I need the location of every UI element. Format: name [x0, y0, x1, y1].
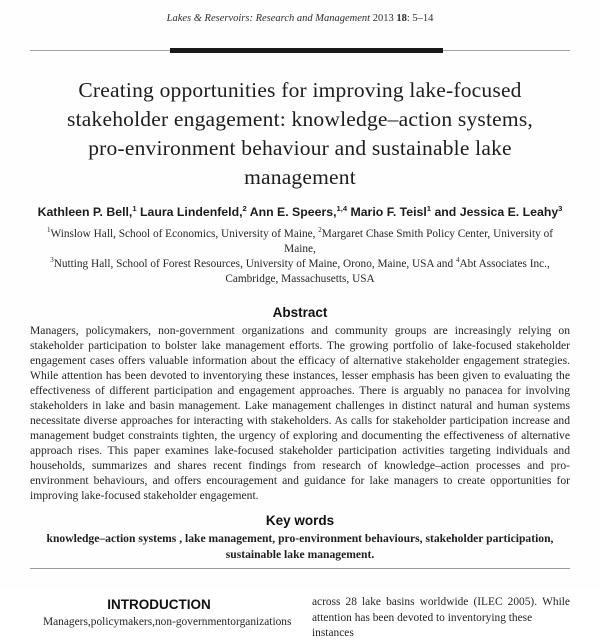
article-title-line-4: management [244, 165, 356, 189]
affiliation-text: Nutting Hall, School of Forest Resources, University of Maine, Orono, Maine, USA and [53, 258, 456, 270]
abstract-text: Managers, policymakers, non-government organizations and community groups are increasingly relying on stakeholder participation to bolster lake management efforts. The growing portfolio of lake-focused stakeholder engagement cases offers valuable information about the efficacy of alternative stakeholder engagement strategies. While attention has been devoted to inventorying these instances, lesser emphasis has been given to evaluating the effectiveness of different participation and engagement approaches. There is arguably no panacea for involving stakeholders in lake and basin management. Lake management challenges in distinct natural and human systems necessitate diverse approaches for interacting with stakeholders. As calls for stakeholder participation increase and management budget constraints tighten, the urgency of exploring and documenting the effectiveness of alternative approach rises. This paper examines lake-focused stakeholder participation activities targeting individuals and households, summarizes and shares recent findings from research of knowledge–action processes and pro-environment behaviours, and offers encouragement and guidance for lake managers to create opportunities for improving lake-focused stakeholder engagement. [30, 324, 570, 502]
author-name: and Jessica E. Leahy [431, 205, 559, 219]
right-column-word: across [312, 596, 341, 608]
affiliation-mark: 2 [318, 226, 322, 235]
author-affiliation-mark: 3 [558, 203, 563, 213]
author-affiliation-mark: 1 [426, 203, 432, 213]
keywords-line-1: knowledge–action systems , lake management, pro-environment behaviours, stakeholder participation, [46, 532, 554, 545]
journal-year: 2013 [370, 13, 397, 24]
affiliation-text: Cambridge, Massachusetts, USA [225, 273, 375, 285]
right-column-word: 28 [345, 596, 357, 608]
affiliation-line-3 [30, 272, 570, 287]
article-title-line-1: Creating opportunities for improving lake-focused [78, 78, 522, 102]
header-thick-bar [170, 48, 443, 53]
introduction-first-line [30, 615, 292, 631]
right-column-word: While [542, 596, 570, 608]
right-column-word: basins [386, 596, 415, 608]
introduction-word: non-government [154, 616, 231, 628]
introduction-word: Managers, [43, 616, 91, 628]
article-title [30, 76, 570, 192]
left-column [30, 595, 292, 642]
article-title-line-2: stakeholder engagement: knowledge–action systems, [67, 107, 533, 131]
keywords-heading: Key words [265, 513, 335, 528]
affiliation-line-2 [30, 257, 570, 272]
right-column-word: 2005). [507, 596, 538, 608]
affiliation-line-1 [30, 227, 570, 257]
authors-line [30, 205, 570, 220]
author-affiliation-mark: 1 [132, 203, 137, 213]
affiliation-text: Margaret Chase Smith Policy Center, University of Maine, [284, 228, 553, 255]
affiliation-mark: 3 [50, 256, 54, 265]
article-title-line-3: pro-environment behaviour and sustainable lake [88, 136, 512, 160]
section-divider [30, 568, 570, 569]
right-column-line-1 [312, 595, 570, 611]
introduction-word: policymakers, [90, 616, 155, 628]
introduction-heading: INTRODUCTION [107, 597, 211, 612]
author-name: Laura Lindenfeld, [136, 205, 243, 219]
journal-volume: 18 [396, 13, 407, 24]
affiliations [30, 227, 570, 287]
abstract-heading: Abstract [272, 305, 328, 320]
right-column-line-2: attention has been devoted to inventorying these instances [312, 611, 533, 639]
journal-pages: : 5–14 [406, 13, 434, 24]
right-column [312, 595, 570, 642]
keywords-line-2: sustainable lake management. [225, 547, 375, 561]
affiliation-mark: 1 [46, 226, 51, 235]
right-column-word: worldwide [419, 596, 469, 608]
header-rule [30, 48, 570, 54]
body-columns [30, 595, 570, 642]
journal-title: Lakes & Reservoirs: Research and Management [166, 13, 371, 24]
author-name: Mario F. Teisl [347, 205, 427, 219]
author-name: Ann E. Speers, [246, 205, 337, 219]
right-column-word: (ILEC [473, 596, 503, 608]
affiliation-text: Winslow Hall, School of Economics, University of Maine, [50, 228, 319, 240]
keywords-text [30, 531, 570, 562]
author-affiliation-mark: 2 [242, 203, 247, 213]
journal-header [30, 0, 570, 25]
author-name: Kathleen P. Bell, [37, 205, 133, 219]
right-column-word: lake [362, 596, 381, 608]
affiliation-mark: 4 [455, 256, 460, 265]
author-affiliation-mark: 1,4 [336, 203, 348, 213]
affiliation-text: Abt Associates Inc., [459, 258, 550, 270]
introduction-word: organizations [230, 616, 292, 628]
